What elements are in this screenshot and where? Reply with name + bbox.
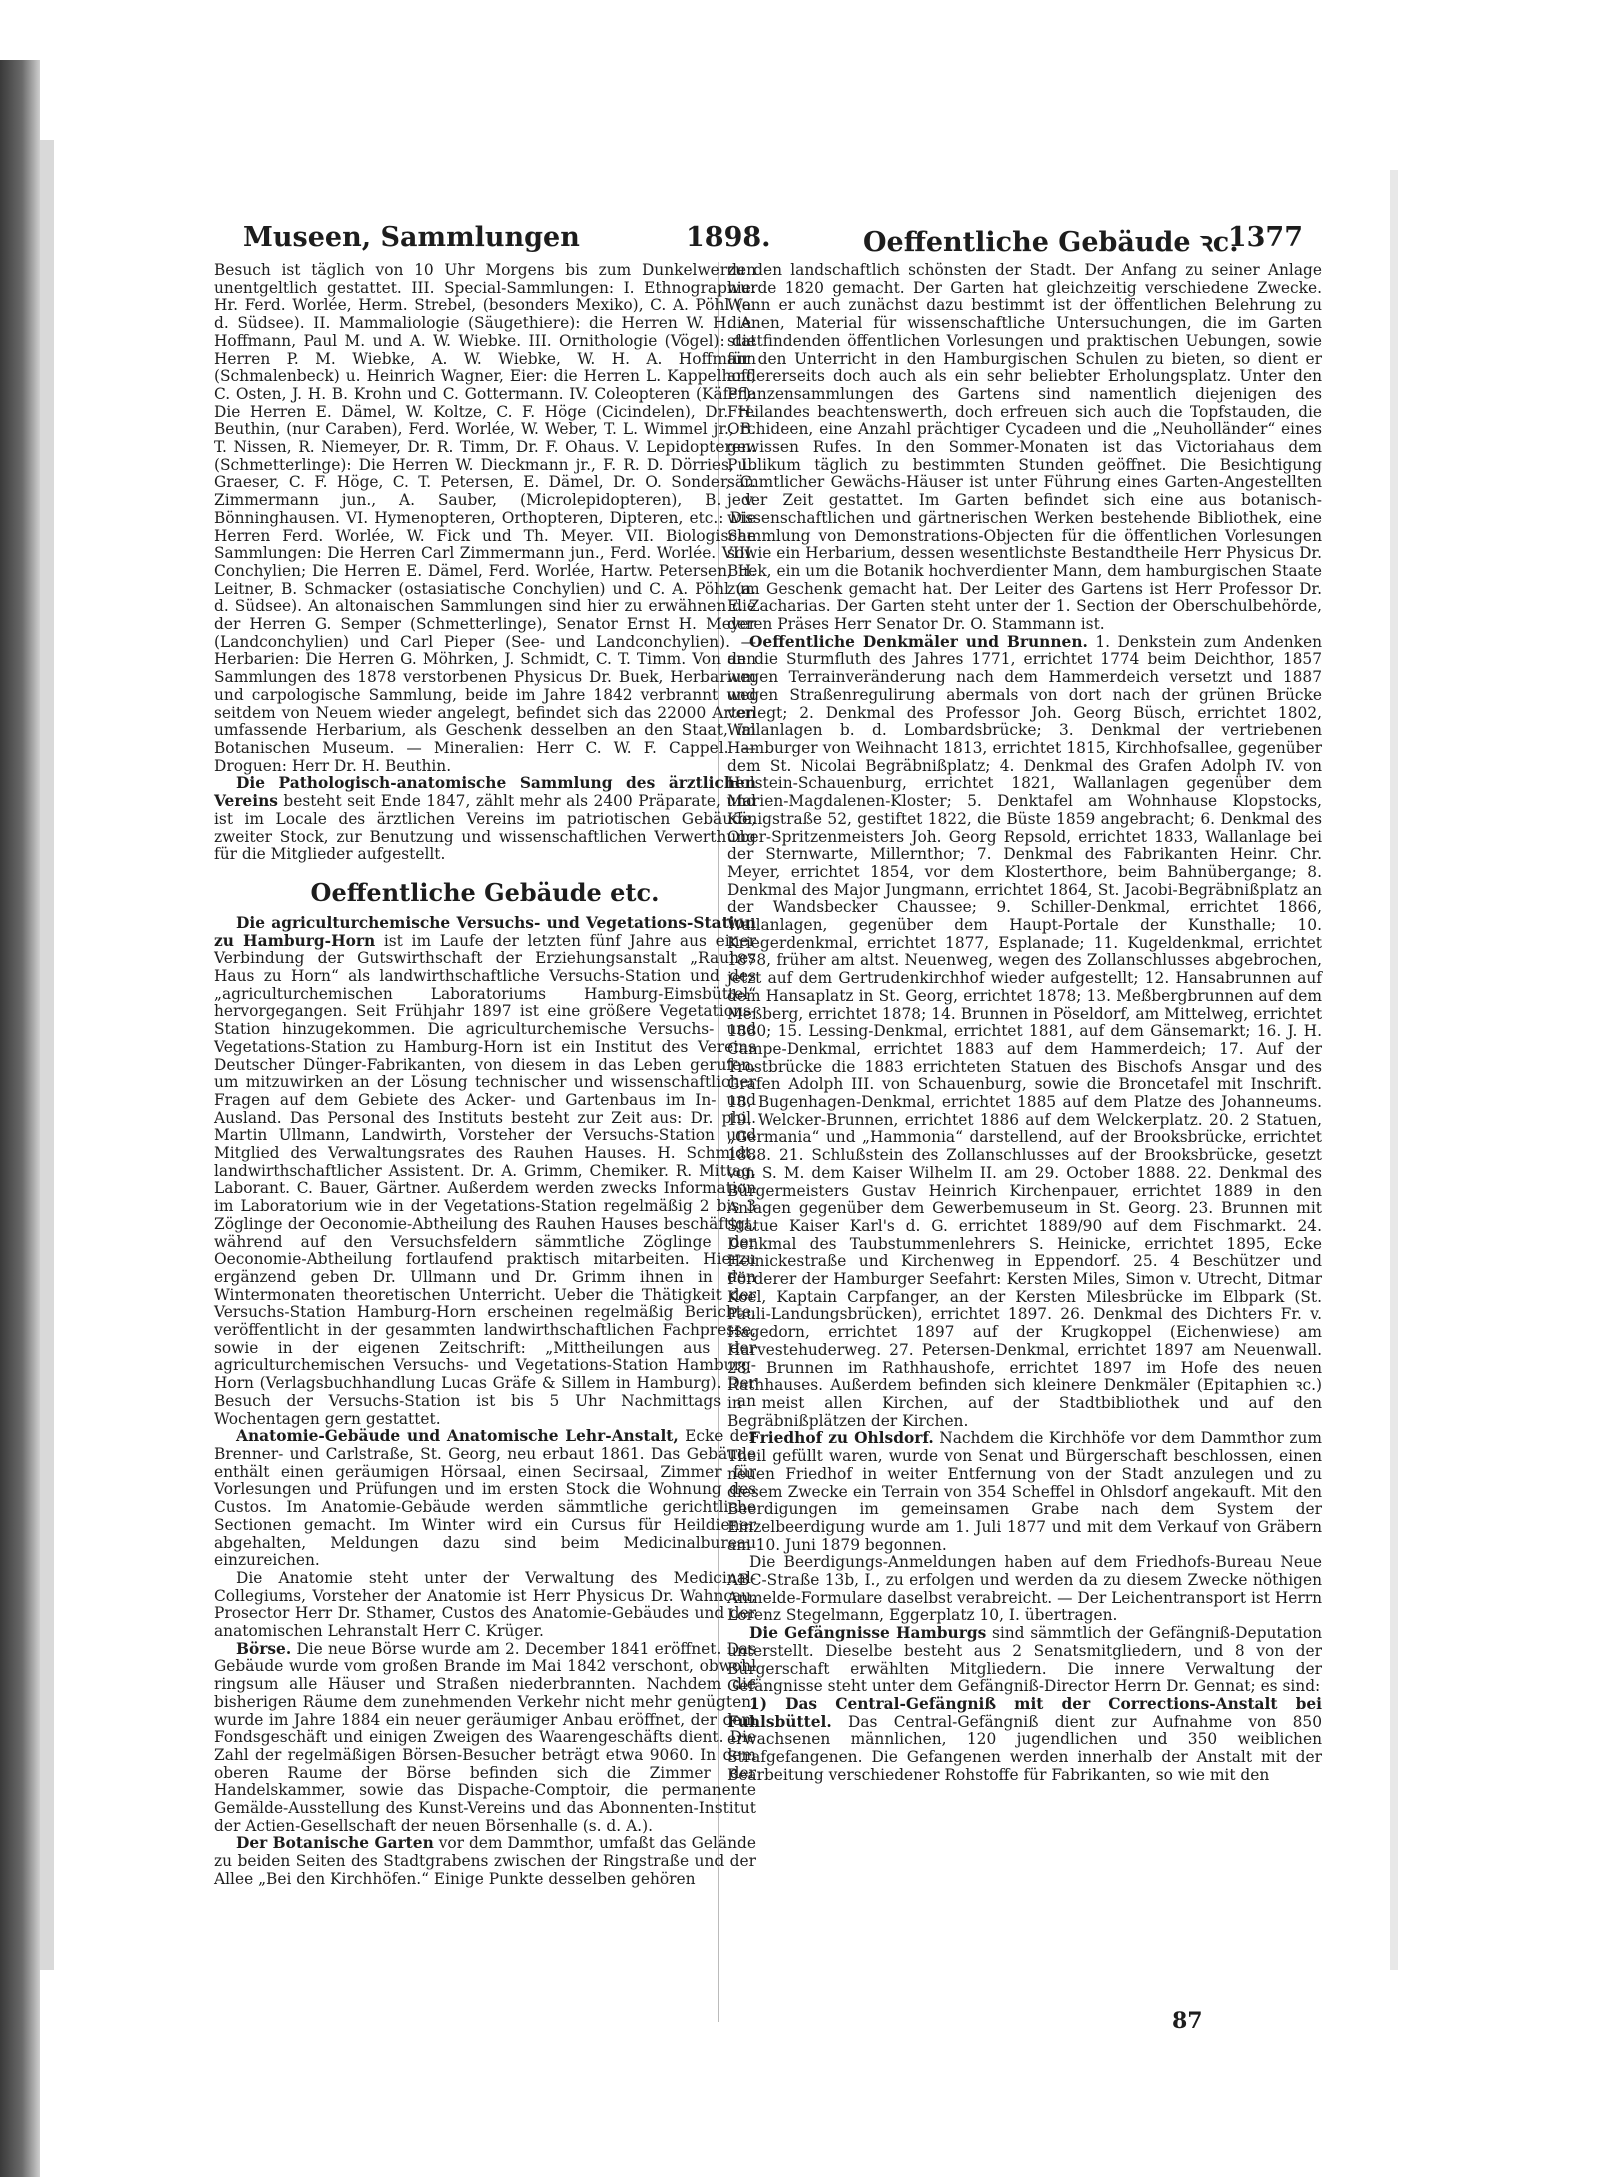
boerse-paragraph	[214, 1641, 756, 1836]
beerdigung-paragraph: Die Beerdigungs-Anmeldungen haben auf dem Friedhofs-Bureau Neue ABC-Straße 13b, I., zu erfolgen und werden da zu diesem Zwecke nöthigen Anmelde-Formulare daselbst verabreicht. — Der Leichentransport ist Herrn Lorenz Stegelmann, Eggerplatz 10, I. übertragen.	[727, 1553, 1323, 1625]
right-column	[727, 262, 1322, 1784]
denkmaeler-paragraph	[727, 634, 1322, 1431]
garten-title: Der Botanische Garten	[236, 1834, 434, 1853]
anatomie-body: Ecke der Brenner- und Carlstraße, St. Georg, neu erbaut 1861. Das Gebäude enthält einen geräumigen Hörsaal, einen Secirsaal, Zimmer für Vorlesungen und Prüfungen und im ersten Stock die Wohnung des Custos. Im Anatomie-Gebäude werden sämmtliche gerichtliche Sectionen gemacht. Im Winter wird ein Cursus für Heildiener abgehalten, Meldungen dazu sind beim Medicinalbureau einzureichen.	[214, 1427, 756, 1570]
garten-continued-paragraph: zu den landschaftlich schönsten der Stadt. Der Anfang zu seiner Anlage wurde 1820 gemacht. Der Garten hat gleichzeitig verschiedene Zwecke. Wenn er auch zunächst dazu bestimmt ist der öffentlichen Belehrung zu dienen, Material für wissenschaftliche Untersuchungen, die im Garten stattfindenden öffentlichen Vorlesungen und praktischen Uebungen, sowie für den Unterricht in den Hamburgischen Schulen zu bieten, so dient er andererseits doch auch als ein sehr beliebter Erholungsplatz. Unter den Pflanzensammlungen des Gartens sind namentlich diejenigen des Freilandes beachtenswerth, doch erfreuen sich auch die Topfstauden, die Orchideen, eine Anzahl prächtiger Cycadeen und die „Neuholländer“ eines gewissen Rufes. In den Sommer-Monaten ist das Victoriahaus dem Publikum täglich zu bestimmten Stunden geöffnet. Die Besichtigung sämmtlicher Gewächs-Häuser ist unter Führung eines Garten-Angestellten jeder Zeit gestattet. Im Garten befindet sich eine aus botanisch-wissenschaftlichen und gärtnerischen Werken bestehende Bibliothek, eine Sammlung von Demonstrations-Objecten für die öffentlichen Vorlesungen sowie ein Herbarium, dessen wesentlichste Bestandtheile Herr Physicus Dr. Buek, ein um die Botanik hochverdienter Mann, dem hamburgischen Staate zum Geschenk gemacht hat. Der Leiter des Gartens ist Herr Professor Dr. E. Zacharias. Der Garten steht unter der 1. Section der Oberschulbehörde, deren Präses Herr Senator Dr. O. Stammann ist.	[727, 261, 1322, 634]
gefaengnisse-body: sind sämmtlich der Gefängniß-Deputation unterstellt. Dieselbe besteht aus 2 Senatsmitgliedern, und 8 von der Bürgerschaft erwählten Mitgliedern. Die innere Verwaltung der Gefängnisse steht unter dem Gefängniß-Director Herrn Dr. Gennat; es sind:	[727, 1624, 1322, 1696]
versuchsstation-title: Die agriculturchemische Versuchs- und Vegetations-Station zu Hamburg-Horn	[214, 913, 756, 950]
gefaengnisse-paragraph	[727, 1625, 1322, 1696]
pathology-title: Die Pathologisch-anatomische Sammlung des ärztlichen Vereins	[214, 774, 756, 811]
binding-edge	[40, 140, 54, 1970]
anatomie-paragraph	[214, 1428, 756, 1570]
header-left: Museen, Sammlungen	[243, 222, 580, 253]
garten-body: vor dem Dammthor, umfaßt das Gelände zu beiden Seiten des Stadtgrabens zwischen der Ringstraße und der Allee „Bei den Kirchhöfen.“ Einige Punkte desselben gehören	[214, 1834, 756, 1888]
centralgefaengnis-paragraph	[727, 1696, 1322, 1785]
header-year: 1898.	[686, 222, 771, 253]
garten-paragraph	[214, 1835, 756, 1888]
left-column	[214, 262, 756, 1889]
friedhof-title: Friedhof zu Ohlsdorf.	[749, 1429, 934, 1448]
versuchsstation-paragraph	[214, 915, 756, 1428]
book-binding-shadow	[0, 60, 40, 2177]
boerse-body: Die neue Börse wurde am 2. December 1841 eröffnet. Das Gebäude wurde vom großen Brande im Mai 1842 verschont, obwohl ringsum alle Häuser und Straßen niederbrannten. Nachdem die bisherigen Räume dem zunehmenden Verkehr nicht mehr genügten, wurde im Jahre 1884 ein neuer geräumiger Anbau eröffnet, der dem Fondsgeschäft und einigen Zweigen des Waarengeschäfts dient. Die Zahl der regelmäßigen Börsen-Besucher beträgt etwa 9060. In dem oberen Raume der Börse befinden sich die Zimmer der Handelskammer, sowie das Dispache-Comptoir, die permanente Gemälde-Ausstellung des Kunst-Vereins und das Abonnenten-Institut der Actien-Gesellschaft der neuen Börsenhalle (s. d. A.).	[214, 1639, 756, 1835]
versuchsstation-body: ist im Laufe der letzten fünf Jahre aus einer Verbindung der Gutswirthschaft der Erziehungsanstalt „Rauhes Haus zu Horn“ als landwirthschaftliche Versuchs-Station und des „agriculturchemischen Laboratoriums Hamburg-Eimsbüttel“ hervorgegangen. Seit Frühjahr 1897 ist eine größere Vegetations-Station hinzugekommen. Die agriculturchemische Versuchs- und Vegetations-Station zu Hamburg-Horn ist ein Institut des Vereins Deutscher Dünger-Fabrikanten, von diesem in das Leben gerufen, um mitzuwirken an der Lösung technischer und wissenschaftlicher Fragen auf dem Gebiete des Acker- und Gartenbaus im In- und Ausland. Das Personal des Instituts besteht zur Zeit aus: Dr. phil. Martin Ullmann, Landwirth, Vorsteher der Versuchs-Station und Mitglied des Verwaltungsrates des Rauhen Hauses. H. Schmidt, landwirthschaftlicher Assistent. Dr. A. Grimm, Chemiker. R. Mittag, Laborant. C. Bauer, Gärtner. Außerdem werden zwecks Information im Laboratorium wie in der Vegetations-Station regelmäßig 2 bis 3 Zöglinge der Oeconomie-Abtheilung des Rauhen Hauses beschäftigt, während auf den Versuchsfeldern sämmtliche Zöglinge der Oeconomie-Abtheilung fortlaufend praktisch mitarbeiten. Hierzu ergänzend geben Dr. Ullmann und Dr. Grimm ihnen in den Wintermonaten theoretischen Unterricht. Ueber die Thätigkeit der Versuchs-Station Hamburg-Horn erscheinen regelmäßig Berichte, veröffentlicht in der gesammten landwirthschaftlichen Fachpresse, sowie in der eigenen Zeitschrift: „Mittheilungen aus der agriculturchemischen Versuchs- und Vegetations-Station Hamburg-Horn (Verlagsbuchhandlung Lucas Gräfe & Sillem in Hamburg). Der Besuch der Versuchs-Station ist bis 5 Uhr Nachmittags an Wochentagen gern gestattet.	[214, 931, 756, 1428]
friedhof-body: Nachdem die Kirchhöfe vor dem Dammthor zum Theil gefüllt waren, wurde von Senat und Bürgerschaft beschlossen, einen neuen Friedhof in weiter Entfernung von der Stadt anzulegen und zu diesem Zwecke ein Terrain von 354 Scheffel in Ohlsdorf angekauft. Mit den Beerdigungen im gemeinsamen Grabe nach dem System der Einzelbeerdigung wurde am 1. Juli 1877 und mit dem Verkauf von Gräbern am 10. Juni 1879 begonnen.	[727, 1429, 1323, 1554]
gefaengnisse-title: Die Gefängnisse Hamburgs	[749, 1624, 987, 1643]
centralgefaengnis-body: Das Central-Gefängniß dient zur Aufnahme von 850 erwachsenen männlichen, 120 jugendlichen und 350 weiblichen Strafgefangenen. Die Gefangenen werden innerhalb der Anstalt mit der Bearbeitung verschiedener Rohstoffe für Fabrikanten, so wie mit den	[727, 1712, 1322, 1784]
section-heading: Oeffentliche Gebäude etc.	[310, 877, 660, 907]
collections-paragraph: Besuch ist täglich von 10 Uhr Morgens bis zum Dunkelwerden unentgeltlich gestattet. III. Special-Sammlungen: I. Ethnographie: Hr. Ferd. Worlée, Herm. Strebel, (besonders Mexiko), C. A. Pöhl (a. d. Südsee). II. Mammaliologie (Säugethiere): die Herren W. H. A. Hoffmann, Paul M. und A. W. Wiebke. III. Ornithologie (Vögel): die Herren P. M. Wiebke, A. W. Wiebke, W. H. A. Hoffmann (Schmalenbeck) u. Heinrich Wagner, Eier: die Herren L. Kappelhoff, C. Osten, J. H. B. Krohn und C. Gottermann. IV. Coleopteren (Käfer): Die Herren E. Dämel, W. Koltze, C. F. Höge (Cicindelen), Dr. H. Beuthin, (nur Caraben), Ferd. Worlée, W. Weber, T. L. Wimmel jr., B. T. Nissen, R. Niemeyer, Dr. R. Timm, Dr. F. Ohaus. V. Lepidopteren: (Schmetterlinge): Die Herren W. Dieckmann jr., F. R. D. Dörries, L. Graeser, C. F. Höge, C. T. Petersen, E. Dämel, Dr. O. Sonder, C. Zimmermann jun., A. Sauber, (Microlepidopteren), B. v. Bönninghausen. VI. Hymenopteren, Orthopteren, Dipteren, etc.: Die Herren Ferd. Worlée, W. Fick und Th. Meyer. VII. Biologische Sammlungen: Die Herren Carl Zimmermann jun., Ferd. Worlée. VIII. Conchylien; Die Herren E. Dämel, Ferd. Worlée, Hartw. Petersen, H. Leitner, B. Schmacker (ostasiatische Conchylien) und C. A. Pöhl (a. d. Südsee). An altonaischen Sammlungen sind hier zu erwähnen die der Herren G. Semper (Schmetterlinge), Senator Ernst H. Meyer (Landconchylien) und Carl Pieper (See- und Landconchylien). — Herbarien: Die Herren G. Möhrken, J. Schmidt, C. T. Timm. Von den Sammlungen des 1878 verstorbenen Physicus Dr. Buek, Herbarium und carpologische Sammlung, beide im Jahre 1842 verbrannt und seitdem von Neuem wieder angelegt, befindet sich das 22000 Arten umfassende Herbarium, als Geschenk desselben an den Staat, im Botanischen Museum. — Mineralien: Herr C. W. F. Cappel. — Droguen: Herr Dr. H. Beuthin.	[214, 261, 756, 775]
anatomie-verwaltung-paragraph: Die Anatomie steht unter der Verwaltung des Medicinal-Collegiums, Vorsteher der Anatomie ist Herr Physicus Dr. Wahncau, Prosector Herr Dr. Sthamer, Custos des Anatomie-Gebäudes und der anatomischen Lehranstalt Herr C. Krüger.	[214, 1568, 756, 1641]
running-header	[243, 222, 1303, 258]
pathology-paragraph	[214, 775, 756, 864]
signature-mark: 87	[1172, 2008, 1203, 2034]
boerse-title: Börse.	[236, 1639, 292, 1658]
denkmaeler-body: 1. Denkstein zum Andenken an die Sturmfluth des Jahres 1771, errichtet 1774 beim Deichthor, 1857 wegen Terrainveränderung nach dem Hammerdeich versetzt und 1887 wegen Straßenregulirung abermals von dort nach der grünen Brücke verlegt; 2. Denkmal des Professor Joh. Georg Büsch, errichtet 1802, Wallanlagen b. d. Lombardsbrücke; 3. Denkmal der vertriebenen Hamburger von Weihnacht 1813, errichtet 1815, Kirchhofsallee, gegenüber dem St. Nicolai Begräbnißplatz; 4. Denkmal des Grafen Adolph IV. von Holstein-Schauenburg, errichtet 1821, Wallanlagen gegenüber dem Marien-Magdalenen-Kloster; 5. Denktafel am Wohnhause Klopstocks, Königstraße 52, gestiftet 1822, die Büste 1859 angebracht; 6. Denkmal des Ober-Spritzenmeisters Joh. Georg Repsold, errichtet 1833, Wallanlage bei der Sternwarte, Millernthor; 7. Denkmal des Fabrikanten Heinr. Chr. Meyer, errichtet 1854, vor dem Klosterthore, beim Bahnübergange; 8. Denkmal des Major Jungmann, errichtet 1864, St. Jacobi-Begräbnißplatz an der Wandsbecker Chaussee; 9. Schiller-Denkmal, errichtet 1866, Wallanlagen, gegenüber dem Haupt-Portale der Kunsthalle; 10. Kriegerdenkmal, errichtet 1877, Esplanade; 11. Kugeldenkmal, errichtet 1878, früher am altst. Neuenweg, wegen des Zollanschlusses abgebrochen, jetzt auf dem Gertrudenkirchhof wieder aufgestellt; 12. Hansabrunnen auf dem Hansaplatz in St. Georg, errichtet 1878; 13. Meßbergbrunnen auf dem Meßberg, errichtet 1878; 14. Brunnen in Pöseldorf, am Mittelweg, errichtet 1880; 15. Lessing-Denkmal, errichtet 1881, auf dem Gänsemarkt; 16. J. H. Campe-Denkmal, errichtet 1883 auf dem Hammerdeich; 17. Auf der Trostbrücke die 1883 errichteten Statuen des Bischofs Ansgar und des Grafen Adolph III. von Schauenburg, sowie die Broncetafel mit Inschrift. 18. Bugenhagen-Denkmal, errichtet 1885 auf dem Platze des Johanneums. 19. Welcker-Brunnen, errichtet 1886 auf dem Welckerplatz. 20. 2 Statuen, „Germania“ und „Hammonia“ darstellend, auf der Brooksbrücke, errichtet 1888. 21. Schlußstein des Zollanschlusses auf der Brooksbrücke, gesetzt von S. M. dem Kaiser Wilhelm II. am 29. October 1888. 22. Denkmal des Bürgermeisters Gustav Heinrich Kirchenpauer, errichtet 1889 in den Anlagen gegenüber dem Gewerbemuseum in St. Georg. 23. Brunnen mit Statue Kaiser Karl's d. G. errichtet 1889/90 auf dem Fischmarkt. 24. Denkmal des Taubstummenlehrers S. Heinicke, errichtet 1895, Ecke Heinickestraße und Kirchenweg in Eppendorf. 25. 4 Beschützer und Förderer der Hamburger Seefahrt: Kersten Miles, Simon v. Utrecht, Ditmar Koel, Kaptain Carpfanger, an der Kersten Milesbrücke im Elbpark (St. Pauli-Landungsbrücken), errichtet 1897. 26. Denkmal des Dichters Fr. v. Hagedorn, errichtet 1897 auf der Krugkoppel (Eichenwiese) am Harvestehuderweg. 27. Petersen-Denkmal, errichtet 1897 am Neuenwall. 28. Brunnen im Rathhaushofe, errichtet 1897 im Hofe des neuen Rathhauses. Außerdem befinden sich kleinere Denkmäler (Epitaphien ꝛc.) in meist allen Kirchen, auf der Stadtbibliothek und auf den Begräbnißplätzen der Kirchen.	[727, 632, 1322, 1430]
page-right-edge	[1390, 170, 1398, 1970]
anatomie-title: Anatomie-Gebäude und Anatomische Lehr-Anstalt,	[236, 1427, 679, 1446]
centralgefaengnis-title: 1) Das Central-Gefängniß mit der Corrections-Anstalt bei Fuhlsbüttel.	[727, 1694, 1322, 1731]
denkmaeler-title: Oeffentliche Denkmäler und Brunnen.	[749, 632, 1088, 651]
page-number: 1377	[1227, 222, 1303, 253]
header-right: Oeffentliche Gebäude ꝛc.	[863, 227, 1239, 258]
pathology-body: besteht seit Ende 1847, zählt mehr als 2400 Präparate, und ist im Locale des ärztlichen Vereins im patriotischen Gebäude, zweiter Stock, zur Benutzung und wissenschaftlichen Verwerthung für die Mitglieder aufgestellt.	[214, 792, 756, 864]
friedhof-paragraph	[727, 1430, 1322, 1554]
